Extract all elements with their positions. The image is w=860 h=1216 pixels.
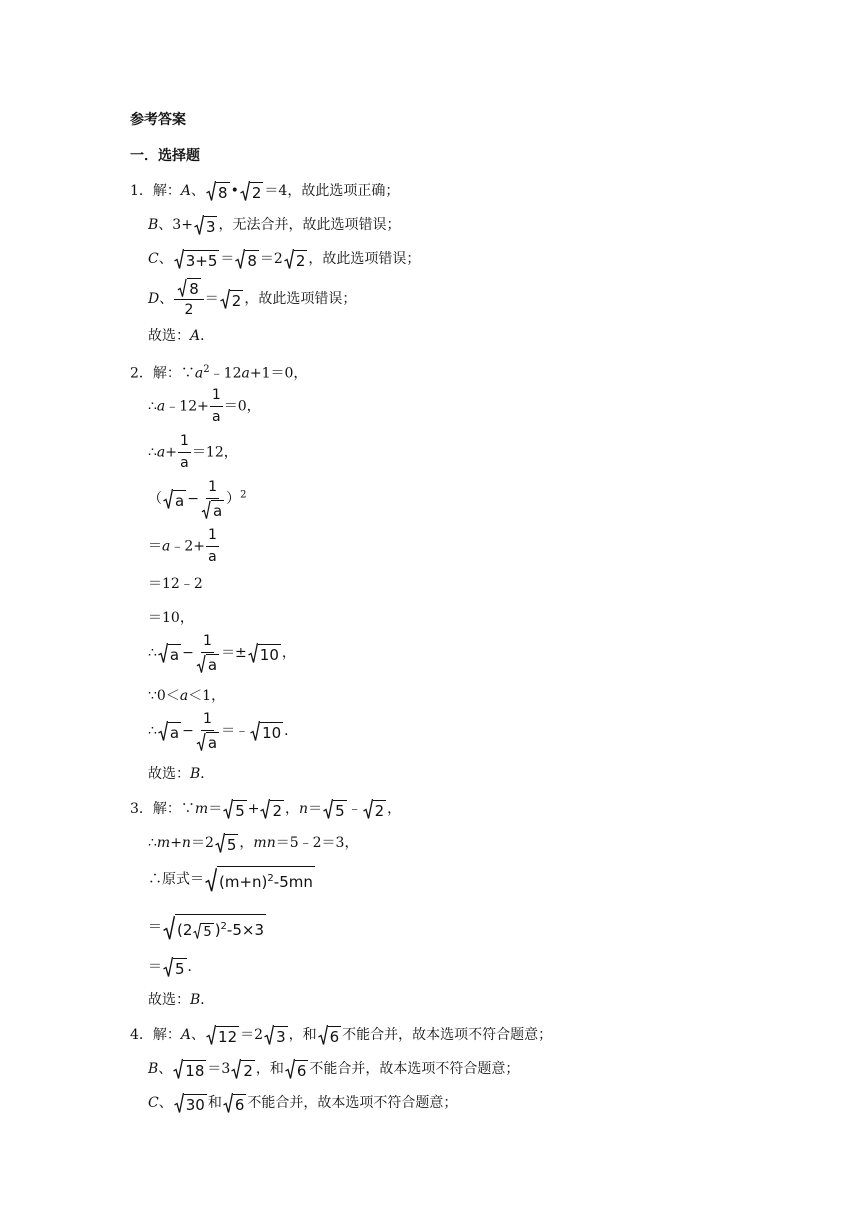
q1-l1-end: ＝4，故此选项正确； [264,183,400,199]
q2-line-3 [148,432,238,473]
text: 、3+ [158,217,193,233]
q4-line-1 [130,1024,552,1046]
fraction [195,632,220,674]
radicand: 2 [374,802,385,820]
expression: mn [253,835,276,851]
text: ，故此选项错误； [308,251,421,267]
text: + [165,444,178,461]
text: ＝ [148,959,162,975]
section-heading: 一．选择题 [130,148,200,164]
numerator: 1 [210,386,223,407]
q3-line-4 [148,914,267,941]
sqrt [174,1092,207,1114]
minus: − [182,645,194,661]
sqrt [173,1058,206,1080]
radicand: a [207,656,218,674]
option-label: B [148,1061,159,1077]
sqrt [323,798,347,820]
q2-line-1 [130,360,307,384]
fraction [206,526,219,567]
text: 不能合并，故本选项不符合题意； [309,1061,520,1077]
q3-line-5 [148,956,202,978]
text: ，和 [255,1061,284,1077]
radicand: 10 [262,724,282,742]
text: ， [285,801,300,817]
variable: a [241,365,250,382]
text: ＝2 [190,835,214,851]
text: ﹣12 [209,365,242,382]
minus: − [187,491,199,507]
sqrt [196,732,219,752]
sqrt [205,866,315,893]
radicand: 2 [243,1062,253,1080]
answer-letter: A [190,328,201,344]
text: ＝ [204,291,219,307]
sqrt [163,914,266,941]
expression: m+n [156,835,191,851]
sqrt [260,798,284,820]
sqrt [196,654,219,674]
fraction [178,432,191,473]
text: ＝ [148,919,162,936]
option-label: A [180,183,192,199]
text: 故选： [148,766,190,782]
radicand: 30 [185,1096,205,1114]
fraction [210,386,223,427]
text: ＝ [148,538,162,555]
radicand: 2 [272,802,283,820]
text: ，和 [288,1027,317,1043]
therefore-symbol: ∴ [148,723,157,739]
q1-line-1: 1．解：A、 8 • 2 ＝4，故此选项正确； [130,180,399,202]
text: + [247,801,260,817]
radicand: a [169,646,180,664]
numerator: 1 [206,478,219,499]
variable: a [156,398,166,415]
text: ＝± [221,645,247,661]
sqrt [163,956,187,978]
sqrt [223,798,247,820]
radicand: 6 [329,1028,340,1046]
radicand: 5 [235,802,245,820]
sqrt [220,288,244,310]
q2-line-8 [148,632,296,674]
sqrt [223,1092,247,1114]
sqrt [194,214,218,236]
q4-line-2 [148,1058,519,1080]
variable: a [162,538,171,555]
sqrt [158,642,181,664]
text: ． [200,766,215,782]
option-label: C [148,1095,159,1111]
text: ＝12， [191,444,238,461]
q2-prefix: 2．解：∵ [130,365,195,382]
radicand: (2 [177,921,193,939]
radicand: -5×3 [226,921,264,939]
radicand: -5mn [273,873,313,891]
radicand: a [212,502,223,520]
text: ， [239,835,254,851]
denominator: a [180,455,189,471]
sqrt [215,832,239,854]
sqrt [363,798,387,820]
q3-line-1 [130,798,401,820]
sqrt [231,1058,255,1080]
radicand: 3+5 [185,252,218,270]
q3-prefix: 3．解：∵ [130,801,195,817]
option-label: B [148,217,159,233]
text: ， [387,801,402,817]
variable: a [179,688,189,704]
text: ． [200,992,215,1008]
text: ∵0＜ [148,688,180,704]
sqrt [285,1058,309,1080]
q2-line-2 [148,386,261,427]
radicand: a [175,492,185,510]
sqrt [240,180,264,202]
text: ＝5﹣2＝3， [275,835,359,851]
variable: a [156,444,166,461]
sqrt [318,1024,342,1046]
text: 、 [158,1061,173,1077]
numerator: 1 [201,632,214,653]
text: ﹣2+ [170,538,205,555]
q2-answer [148,764,214,784]
denominator: a [208,549,217,565]
text: ． [284,723,299,739]
text: ＝﹣ [221,723,250,739]
q1-line-4: D、 $\frac{8}{2}$ ＝ 2 ，故此选项错误； [148,280,357,318]
exponent: 2 [240,489,247,501]
q2-line-10 [148,710,298,752]
denominator: a [211,409,221,425]
option-label: D [148,291,160,307]
sqrt [193,922,213,940]
variable: a [194,365,204,382]
answer-letter: B [190,766,201,782]
q2-line-7: ＝10， [148,610,194,626]
radicand: 5 [175,960,185,978]
therefore-symbol: ∴ [148,444,157,461]
text: ＝3 [207,1061,231,1077]
radicand: 3 [276,1028,286,1046]
variable: n [299,801,309,817]
sqrt [177,278,201,298]
radicand: 5 [203,924,212,940]
radicand: 2 [231,292,242,310]
radicand: 2 [251,184,262,202]
fraction [200,478,225,520]
option-label: A [180,1027,192,1043]
text: ，故此选项错误； [244,291,357,307]
sqrt [235,248,259,270]
q1-answer [148,326,214,346]
sqrt [158,720,181,742]
text: 不能合并，故本选项不符合题意； [247,1095,458,1111]
numerator: 1 [178,432,191,453]
q1-line-3: C、 3+5 ＝ 8 ＝2 2 ，故此选项错误； [148,248,420,270]
therefore-symbol: ∴ [148,398,157,415]
sqrt [206,180,230,202]
radicand: a [207,734,218,752]
text: ＝0， [223,398,261,415]
text: ＝2 [259,251,283,267]
text: ， [281,645,296,661]
dot-operator: • [230,183,239,199]
radicand: 2 [295,252,306,270]
sqrt [206,1024,239,1046]
paren: ） [226,491,241,507]
q2-line-9 [148,686,225,706]
text: ＝ [308,801,323,817]
sqrt [284,248,308,270]
exponent: 2 [203,364,210,375]
text: 和 [207,1095,222,1111]
text: +1＝0， [249,365,308,382]
text: ＝2 [240,1027,264,1043]
therefore-symbol: ∴ [148,835,157,851]
q1-prefix: 1．解： [130,183,181,199]
sqrt [174,248,220,270]
text: ． [187,959,202,975]
radicand: 18 [185,1062,205,1080]
text: ＝ [208,801,223,817]
text: 、 [158,1095,173,1111]
sqrt [250,720,283,742]
radicand: a [169,724,180,742]
radicand: 12 [218,1028,238,1046]
sqrt [248,642,281,664]
q2-line-4 [148,478,247,520]
radicand: 6 [296,1062,307,1080]
q3-line-3 [148,866,316,893]
text: ﹣12+ [165,398,209,415]
text: ﹣ [347,801,362,817]
text: ∴原式＝ [148,871,204,888]
minus: − [182,723,194,739]
radicand: ) [214,921,221,939]
variable: m [194,801,209,817]
numerator: 1 [206,526,219,547]
q4-prefix: 4．解： [130,1027,181,1043]
radicand: 10 [259,646,279,664]
q4-line-3 [148,1092,457,1114]
radicand: 8 [247,252,257,270]
q2-line-5 [148,526,220,567]
text: 故选： [148,992,190,1008]
text: ． [200,328,215,344]
option-label: C [148,251,159,267]
radicand: 8 [218,184,228,202]
sqrt [201,500,224,520]
radicand: 5 [226,836,237,854]
exponent: 2 [267,873,274,884]
radicand: (m+n) [219,873,268,891]
sqrt [264,1024,288,1046]
q3-line-2 [148,832,358,854]
exponent: 2 [220,921,227,932]
paren: （ [148,491,162,507]
radicand: 5 [335,802,345,820]
radicand: 3 [205,218,216,236]
answer-title: 参考答案 [130,112,186,128]
q3-answer [148,990,214,1010]
q2-line-6: ＝12﹣2 [148,576,203,592]
fraction [195,710,220,752]
sqrt [163,488,186,510]
answer-letter: B [190,992,201,1008]
text: ＝ [220,251,235,267]
radicand: 6 [234,1096,245,1114]
text: ＜1， [188,688,226,704]
fraction [174,278,204,320]
text: 、 [191,1027,206,1043]
text: 故选： [148,328,190,344]
denominator: 2 [184,302,194,318]
radicand: 8 [189,280,199,298]
q1-line-2 [148,214,400,236]
text: 不能合并，故本选项不符合题意； [342,1027,553,1043]
numerator: 1 [201,710,214,731]
therefore-symbol: ∴ [148,645,157,661]
text: ，无法合并，故此选项错误； [218,217,401,233]
